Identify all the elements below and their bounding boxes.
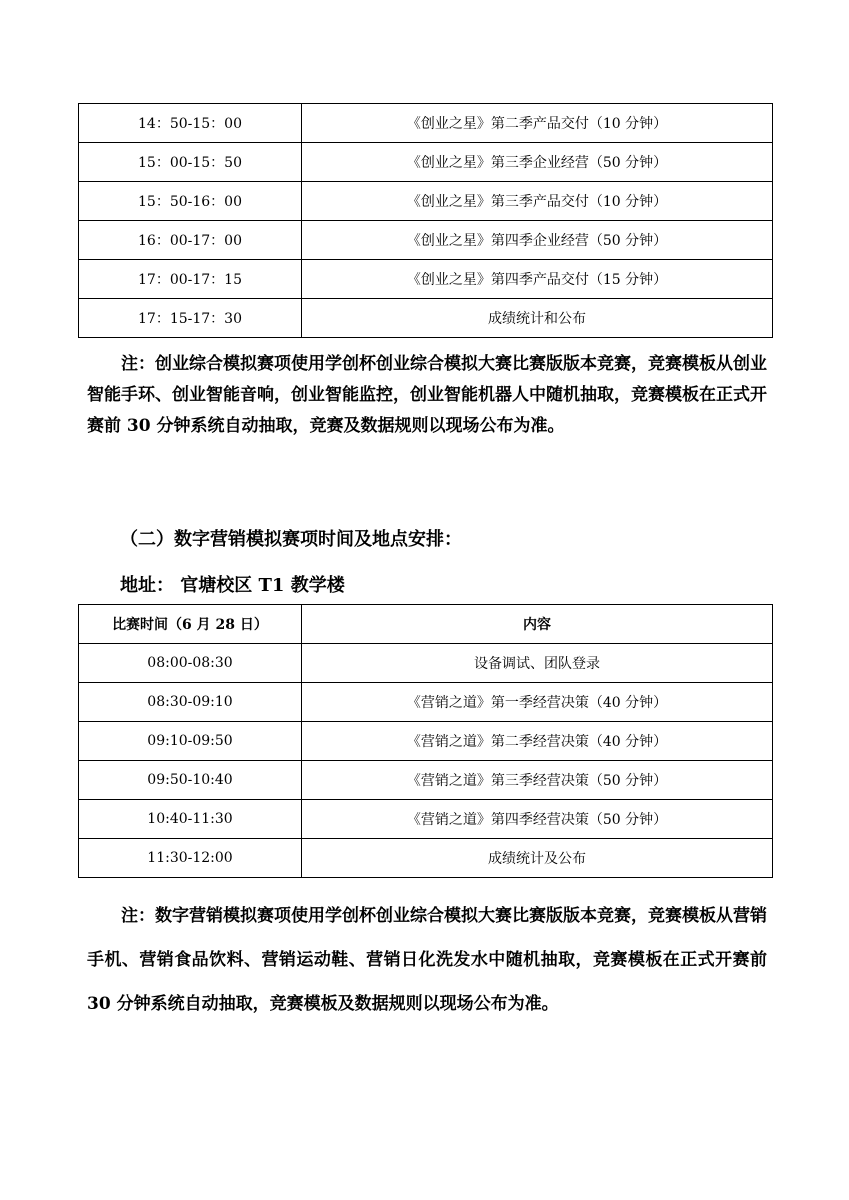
table-row xyxy=(79,299,773,338)
time-cell: 16：00-17：00 xyxy=(79,221,302,260)
content-cell: 《创业之星》第四季产品交付（15 分钟） xyxy=(302,260,773,299)
content-cell: 《营销之道》第三季经营决策（50 分钟） xyxy=(302,761,773,800)
time-cell: 14：50-15：00 xyxy=(79,104,302,143)
note-entrepreneurship: 注：创业综合模拟赛项使用学创杯创业综合模拟大赛比赛版版本竞赛，竞赛模板从创业智能手环、创业智能音响，创业智能监控，创业智能机器人中随机抽取，竞赛模板在正式开赛前 30 分钟系统自动抽取，竞赛及数据规则以现场公布为准。 xyxy=(87,354,767,436)
table-row xyxy=(79,260,773,299)
time-cell: 09:50-10:40 xyxy=(79,761,302,800)
table-row xyxy=(79,761,773,800)
table-header-row xyxy=(79,605,773,644)
table-row xyxy=(79,644,773,683)
time-cell: 08:30-09:10 xyxy=(79,683,302,722)
schedule-table-entrepreneurship xyxy=(78,103,773,338)
time-cell: 17：15-17：30 xyxy=(79,299,302,338)
table-row xyxy=(79,800,773,839)
note-digital-marketing: 注：数字营销模拟赛项使用学创杯创业综合模拟大赛比赛版版本竞赛，竞赛模板从营销手机、营销食品饮料、营销运动鞋、营销日化洗发水中随机抽取，竞赛模板在正式开赛前 30 分钟系统自动抽取，竞赛模板及数据规则以现场公布为准。 xyxy=(87,906,767,1014)
table-row xyxy=(79,104,773,143)
content-cell: 《营销之道》第二季经营决策（40 分钟） xyxy=(302,722,773,761)
time-cell: 15：50-16：00 xyxy=(79,182,302,221)
time-cell: 15：00-15：50 xyxy=(79,143,302,182)
time-cell: 09:10-09:50 xyxy=(79,722,302,761)
time-cell: 17：00-17：15 xyxy=(79,260,302,299)
table-row xyxy=(79,722,773,761)
table-row xyxy=(79,221,773,260)
content-cell: 《创业之星》第二季产品交付（10 分钟） xyxy=(302,104,773,143)
address-line: 地址： 官塘校区 T1 教学楼 xyxy=(120,575,345,596)
content-cell: 《营销之道》第四季经营决策（50 分钟） xyxy=(302,800,773,839)
schedule-table-digital-marketing xyxy=(78,604,773,878)
content-cell: 成绩统计和公布 xyxy=(302,299,773,338)
table-row xyxy=(79,182,773,221)
content-cell: 《创业之星》第四季企业经营（50 分钟） xyxy=(302,221,773,260)
table-row xyxy=(79,839,773,878)
content-cell: 《创业之星》第三季产品交付（10 分钟） xyxy=(302,182,773,221)
time-cell: 08:00-08:30 xyxy=(79,644,302,683)
header-time-cell: 比赛时间（6 月 28 日） xyxy=(79,605,302,644)
table-row xyxy=(79,143,773,182)
content-cell: 《创业之星》第三季企业经营（50 分钟） xyxy=(302,143,773,182)
section-heading-digital-marketing: （二）数字营销模拟赛项时间及地点安排： xyxy=(120,529,462,550)
time-cell: 11:30-12:00 xyxy=(79,839,302,878)
table-row xyxy=(79,683,773,722)
time-cell: 10:40-11:30 xyxy=(79,800,302,839)
content-cell: 设备调试、团队登录 xyxy=(302,644,773,683)
content-cell: 成绩统计及公布 xyxy=(302,839,773,878)
header-content-cell: 内容 xyxy=(302,605,773,644)
content-cell: 《营销之道》第一季经营决策（40 分钟） xyxy=(302,683,773,722)
